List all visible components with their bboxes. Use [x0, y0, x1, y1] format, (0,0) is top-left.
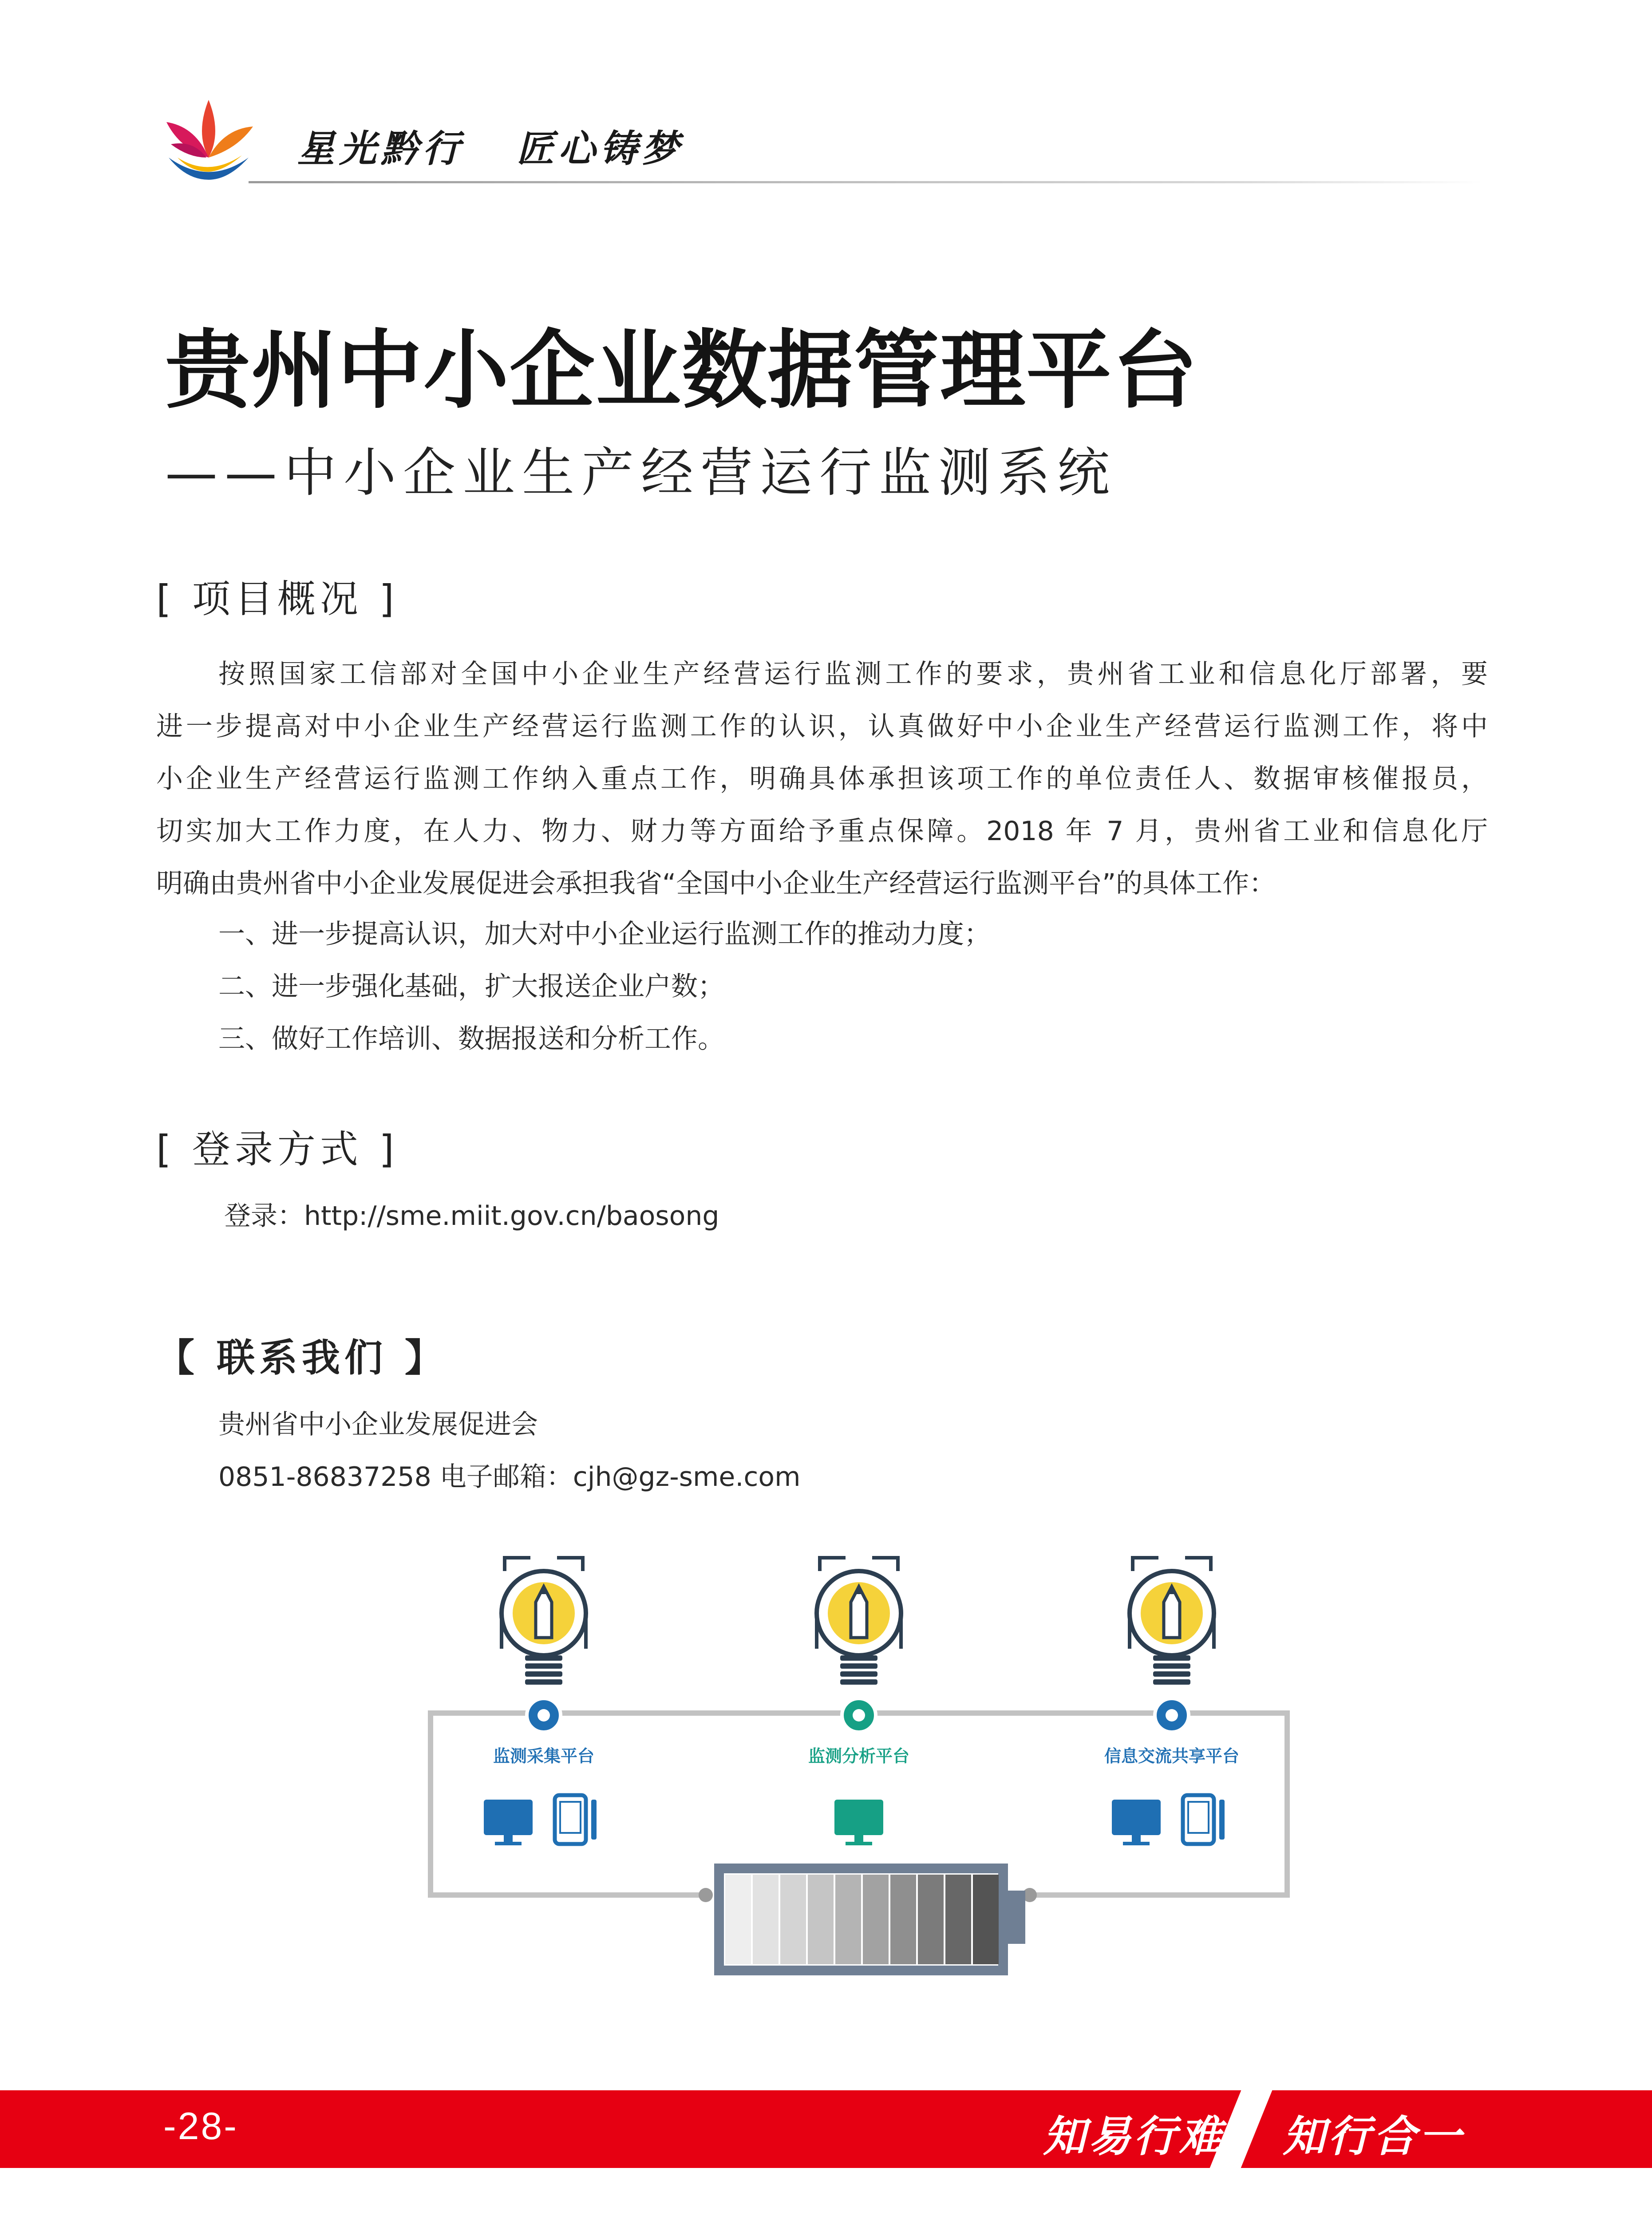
battery-cell: [890, 1875, 916, 1964]
header-divider: [249, 181, 1482, 183]
page-subtitle: ——中小企业生产经营运行监测系统: [165, 442, 1117, 503]
overview-heading: [ 项目概况 ]: [156, 577, 399, 621]
refresh-icon: [1155, 1698, 1189, 1732]
contact-heading: 【 联系我们 】: [156, 1336, 447, 1380]
page-title: 贵州中小企业数据管理平台: [165, 321, 1198, 420]
login-heading: [ 登录方式 ]: [156, 1127, 399, 1172]
platform-diagram: [417, 1553, 1305, 1997]
overview-paragraph: [156, 648, 1488, 910]
flower-logo: [153, 91, 264, 186]
lightbulb-icon: [1130, 1558, 1214, 1685]
platform-label: 监测采集平台: [493, 1746, 595, 1766]
list-item: 一、进一步提高认识，加大对中小企业运行监测工作的推动力度；: [218, 919, 991, 950]
battery-cell: [973, 1875, 999, 1964]
lightbulb-icon: [502, 1558, 586, 1685]
battery-cell: [863, 1875, 889, 1964]
battery-cell: [780, 1875, 806, 1964]
monitor-icon: [834, 1800, 883, 1845]
battery-cell: [918, 1875, 944, 1964]
monitor-icon: [1112, 1800, 1161, 1845]
paragraph-line: 小企业生产经营运行监测工作纳入重点工作，明确具体承担该项工作的单位责任人、数据审核催报员，: [156, 763, 1488, 794]
tablet-icon: [555, 1795, 597, 1844]
wire-node: [699, 1888, 713, 1902]
paragraph-line: 切实加大工作力度，在人力、物力、财力等方面给予重点保障。2018 年 7 月，贵州省工业和信息化厅: [156, 816, 1488, 847]
pen-icon: [527, 1698, 561, 1732]
login-url[interactable]: 登录：http://sme.miit.gov.cn/baosong: [224, 1200, 719, 1232]
paragraph-line: 按照国家工信部对全国中小企业生产经营运行监测工作的要求，贵州省工业和信息化厅部署，要: [218, 659, 1488, 690]
battery-cell: [808, 1875, 834, 1964]
monitor-icon: [484, 1800, 533, 1845]
contact-organization: 贵州省中小企业发展促进会: [218, 1409, 538, 1440]
paragraph-line: 进一步提高对中小企业生产经营运行监测工作的认识，认真做好中小企业生产经营运行监测工作，将中: [156, 711, 1488, 742]
document-icon: [842, 1698, 876, 1732]
battery-cell: [835, 1875, 861, 1964]
list-item: 二、进一步强化基础，扩大报送企业户数；: [218, 971, 724, 1002]
lightbulb-icon: [817, 1558, 901, 1685]
list-item: 三、做好工作培训、数据报送和分析工作。: [218, 1023, 724, 1054]
battery-icon: [719, 1868, 1025, 1970]
contact-phone-email: 0851-86837258 电子邮箱：cjh@gz-sme.com: [218, 1461, 801, 1492]
platform-label: 监测分析平台: [808, 1746, 910, 1766]
platform-column: [1104, 1558, 1239, 1845]
battery-cell: [753, 1875, 779, 1964]
battery-cell: [725, 1875, 751, 1964]
paragraph-line: 明确由贵州省中小企业发展促进会承担我省“全国中小企业生产经营运行监测平台”的具体工作：: [156, 868, 1276, 899]
platform-column: [808, 1558, 909, 1845]
header-slogan: 星光黔行 匠心铸梦: [297, 126, 684, 170]
platform-column: [484, 1558, 597, 1845]
tablet-icon: [1183, 1795, 1225, 1844]
battery-cell: [945, 1875, 971, 1964]
footer-slogan-right: 知行合一: [1283, 2111, 1464, 2161]
platform-label: 信息交流共享平台: [1104, 1746, 1240, 1766]
footer-slogan-left: 知易行难: [1043, 2111, 1224, 2161]
page-number: -28-: [163, 2105, 238, 2148]
